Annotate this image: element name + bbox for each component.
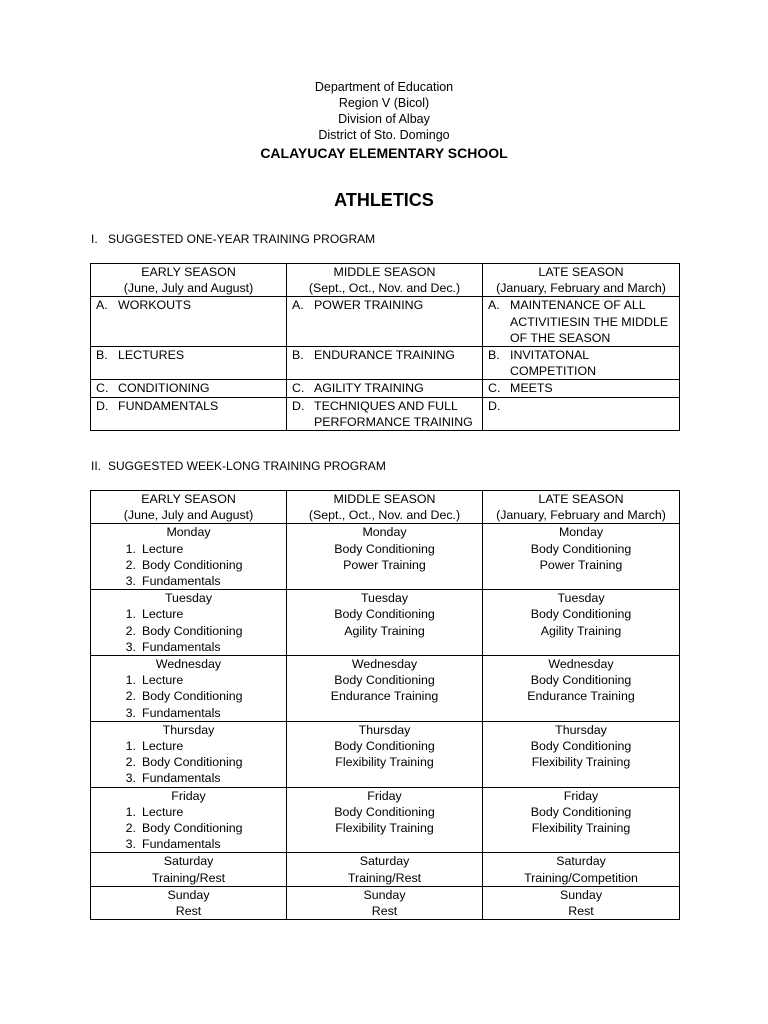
day-label: Saturday [556,854,606,869]
middle-cell [287,787,483,853]
item-letter: B. [292,348,304,363]
table-cell [91,380,287,397]
activity-text: Body Conditioning [334,607,435,622]
list-item [96,541,281,557]
list-item [96,672,281,688]
early-cell [91,524,287,590]
column-header-late [483,264,680,297]
item-number: 3. [125,705,136,720]
table-row [91,297,680,347]
table-cell [483,397,680,430]
item-letter: A. [96,298,108,313]
day-label: Friday [563,788,599,803]
activity-text: Flexibility Training [531,755,631,770]
day-label: Thursday [162,722,215,737]
day-label: Wednesday [351,657,418,672]
early-cell [91,787,287,853]
table-cell [287,347,483,380]
activity-text: Body Conditioning [530,804,632,819]
item-text: Fundamentals [142,837,221,852]
table-cell [91,397,287,430]
list-item [96,738,281,754]
activity-text: Body Conditioning [530,739,632,754]
table-cell [483,380,680,397]
activity-text: Flexibility Training [531,821,631,836]
item-text: FUNDAMENTALS [118,398,219,413]
week-long-training-table [90,490,680,920]
middle-cell [287,853,483,886]
activity-text: Training/Rest [151,870,226,885]
early-cell [91,656,287,722]
item-text: Body Conditioning [142,689,243,704]
day-label: Saturday [163,854,214,869]
item-letter: C. [96,381,109,396]
activity-text: Body Conditioning [530,673,632,688]
column-name: EARLY SEASON [141,492,236,506]
item-text: Body Conditioning [142,623,243,638]
late-cell [483,590,680,656]
item-text: Lecture [142,607,184,622]
item-number: 2. [125,755,136,770]
day-label: Sunday [363,887,406,902]
section-2-heading [91,459,386,473]
activity-list [96,606,281,655]
late-cell [483,787,680,853]
table-cell [91,347,287,380]
table-cell [287,380,483,397]
table-row [91,721,680,787]
item-text: Lecture [142,541,184,556]
list-item [292,398,477,430]
list-item [96,754,281,770]
activity-text: Body Conditioning [334,739,435,754]
school-name: CALAYUCAY ELEMENTARY SCHOOL [260,145,508,161]
list-item [292,297,477,313]
document-header [0,79,768,163]
activity-text: Body Conditioning [334,673,435,688]
header-line-division: Division of Albay [338,112,430,126]
table-row [91,524,680,590]
table-row [91,853,680,886]
item-text: CONDITIONING [118,381,210,396]
column-months: (June, July and August) [123,508,254,523]
table-header-row [91,491,680,524]
table-cell [483,297,680,347]
item-text: Fundamentals [142,639,221,654]
activity-text: Agility Training [344,623,425,638]
activity-text: Rest [175,904,202,919]
column-months: (January, February and March) [496,281,666,296]
list-item [292,380,477,396]
item-letter: D. [488,398,501,413]
list-item [292,347,477,363]
item-text: Body Conditioning [142,821,243,836]
header-line-department: Department of Education [314,80,454,94]
list-item [96,347,281,363]
item-text: Body Conditioning [142,755,243,770]
list-item [96,398,281,414]
activity-text: Body Conditioning [334,541,435,556]
column-name: LATE SEASON [538,265,624,279]
activity-text: Endurance Training [527,689,635,704]
activity-list [96,541,281,590]
column-months: (Sept., Oct., Nov. and Dec.) [308,508,461,523]
activity-list [96,672,281,721]
middle-cell [287,886,483,919]
item-number: 1. [125,804,136,819]
section-1-title: SUGGESTED ONE-YEAR TRAINING PROGRAM [108,232,376,246]
day-label: Wednesday [548,657,614,672]
day-label: Saturday [359,854,410,869]
late-cell [483,524,680,590]
list-item [96,623,281,639]
list-item [96,770,281,786]
day-label: Tuesday [164,591,213,606]
table-row [91,347,680,380]
early-cell [91,590,287,656]
table-cell [91,297,287,347]
column-name: MIDDLE SEASON [333,265,436,279]
day-label: Thursday [358,722,411,737]
item-text: POWER TRAINING [314,298,424,313]
activity-text: Rest [371,904,398,919]
item-letter: C. [292,381,305,396]
list-item [96,804,281,820]
activity-text: Body Conditioning [530,607,632,622]
activity-text: Training/Competition [524,870,638,885]
item-text: AGILITY TRAINING [314,381,424,396]
item-number: 2. [125,821,136,836]
day-label: Tuesday [360,591,409,606]
item-number: 2. [125,623,136,638]
column-header-early [91,264,287,297]
activity-text: Flexibility Training [335,821,434,836]
middle-cell [287,590,483,656]
item-text: Fundamentals [142,771,221,786]
activity-text: Rest [568,904,594,919]
item-number: 3. [125,639,136,654]
activity-list [96,738,281,787]
late-cell [483,853,680,886]
list-item [488,297,674,346]
item-number: 1. [125,607,136,622]
column-name: EARLY SEASON [141,265,236,279]
column-header-late [483,491,680,524]
page-title: ATHLETICS [334,190,434,210]
list-item [96,705,281,721]
item-text: INVITATONAL COMPETITION [510,348,597,379]
section-1-heading [91,232,375,246]
table-cell [287,297,483,347]
item-letter: B. [488,348,500,363]
item-number: 3. [125,837,136,852]
table-row [91,656,680,722]
activity-text: Endurance Training [330,689,439,704]
item-letter: D. [292,398,305,413]
column-months: (Sept., Oct., Nov. and Dec.) [308,281,461,296]
list-item [96,639,281,655]
item-number: 1. [125,739,136,754]
table-header-row [91,264,680,297]
early-cell [91,721,287,787]
activity-text: Flexibility Training [335,755,434,770]
middle-cell [287,656,483,722]
activity-text: Body Conditioning [530,541,632,556]
list-item [96,606,281,622]
column-header-middle [287,264,483,297]
item-text: WORKOUTS [118,298,191,313]
activity-text: Power Training [343,557,426,572]
item-number: 1. [125,541,136,556]
day-label: Monday [362,525,407,540]
item-text: LECTURES [118,348,185,363]
list-item [96,380,281,396]
early-cell [91,886,287,919]
table-row [91,590,680,656]
table-row [91,397,680,430]
header-line-district: District of Sto. Domingo [318,128,450,142]
item-text: Lecture [142,804,184,819]
item-text: Fundamentals [142,574,221,589]
table-row [91,787,680,853]
item-letter: A. [488,298,500,313]
activity-text: Training/Rest [347,870,422,885]
column-name: MIDDLE SEASON [333,492,436,506]
item-number: 2. [125,689,136,704]
header-line-region: Region V (Bicol) [338,96,430,110]
item-text: Lecture [142,673,184,688]
activity-list [96,804,281,853]
item-text: TECHNIQUES AND FULL PERFORMANCE TRAINING [314,398,473,429]
item-number: 3. [125,771,136,786]
table-row [91,380,680,397]
list-item [96,297,281,313]
table-cell [483,347,680,380]
list-item [96,820,281,836]
day-label: Sunday [167,887,210,902]
column-name: LATE SEASON [538,492,624,506]
list-item [96,573,281,589]
day-label: Friday [171,788,206,803]
item-text: Lecture [142,739,184,754]
list-item [488,398,674,414]
item-text: ENDURANCE TRAINING [314,348,455,363]
activity-text: Power Training [539,557,623,572]
section-1-number: I. [91,232,98,246]
list-item [488,380,674,396]
day-label: Sunday [559,887,603,902]
table-row [91,886,680,919]
column-header-early [91,491,287,524]
item-letter: B. [96,348,108,363]
list-item [96,836,281,852]
table-cell [287,397,483,430]
early-cell [91,853,287,886]
late-cell [483,886,680,919]
column-header-middle [287,491,483,524]
day-label: Wednesday [155,657,222,672]
item-text: Fundamentals [142,705,221,720]
section-2-number: II. [91,459,102,473]
late-cell [483,721,680,787]
day-label: Monday [166,525,211,540]
column-months: (June, July and August) [123,281,254,296]
item-text: Body Conditioning [142,557,243,572]
item-text: MEETS [510,381,553,396]
late-cell [483,656,680,722]
day-label: Thursday [555,722,607,737]
column-months: (January, February and March) [496,508,666,523]
item-number: 1. [125,673,136,688]
list-item [488,347,674,379]
item-number: 2. [125,557,136,572]
middle-cell [287,721,483,787]
list-item [96,557,281,573]
day-label: Friday [367,788,402,803]
middle-cell [287,524,483,590]
day-label: Monday [558,525,604,540]
item-text: MAINTENANCE OF ALL ACTIVITIESIN THE MIDDLE OF THE SEASON [510,298,669,345]
item-number: 3. [125,574,136,589]
item-letter: C. [488,381,501,396]
activity-text: Agility Training [540,623,622,638]
list-item [96,688,281,704]
day-label: Tuesday [557,591,605,606]
item-letter: A. [292,298,304,313]
item-text [510,398,674,414]
item-letter: D. [96,398,109,413]
activity-text: Body Conditioning [334,804,435,819]
section-2-title: SUGGESTED WEEK-LONG TRAINING PROGRAM [108,459,386,473]
one-year-training-table [90,263,680,431]
